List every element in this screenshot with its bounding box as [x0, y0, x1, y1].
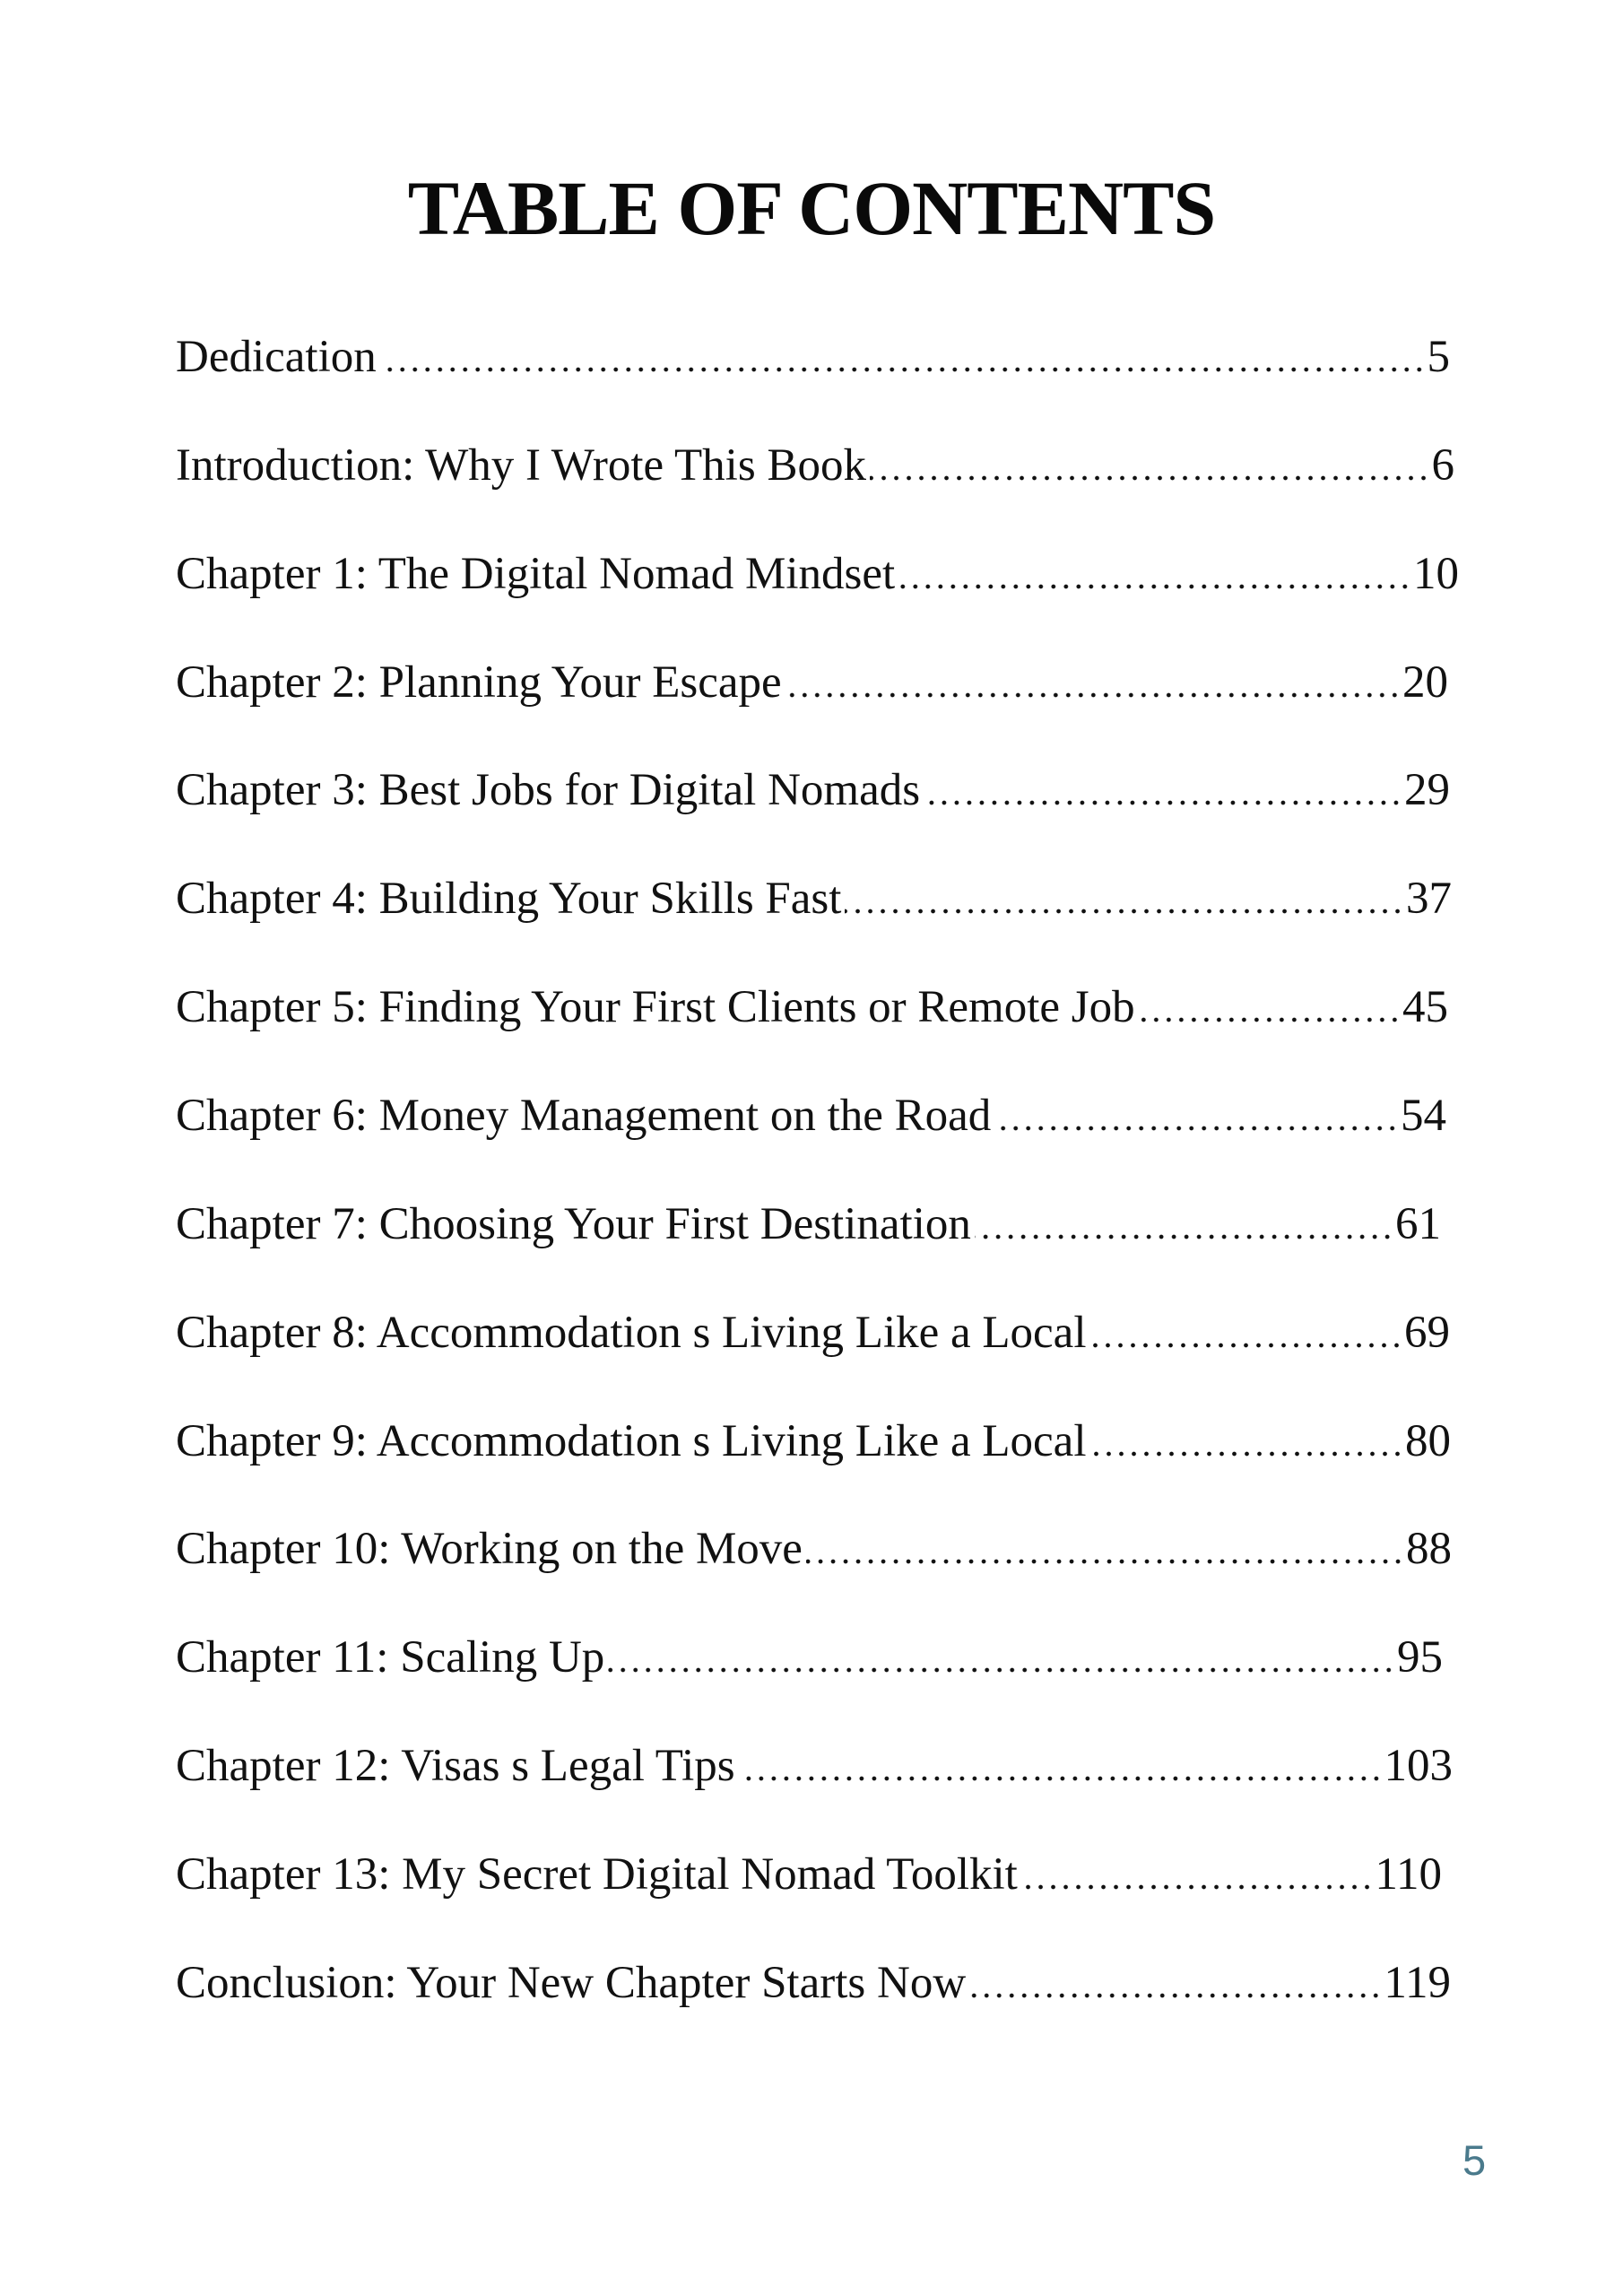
- toc-entry-chapter-6[interactable]: [176, 1089, 1459, 1197]
- dot-leader: [845, 872, 1404, 926]
- toc-entry-label: Chapter 2: Planning Your Escape: [176, 657, 782, 708]
- toc-entry-chapter-13[interactable]: [176, 1848, 1459, 1956]
- toc-entry-conclusion[interactable]: [176, 1956, 1459, 2065]
- toc-entry-page: 10: [1413, 548, 1459, 599]
- toc-entry-dedication[interactable]: [176, 330, 1459, 439]
- toc-entry-label: Chapter 1: The Digital Nomad Mindset: [176, 548, 896, 599]
- toc-entry-label: Chapter 10: Working on the Move: [176, 1524, 803, 1575]
- dot-leader: [870, 439, 1430, 492]
- dot-leader: [739, 1739, 1383, 1793]
- toc-entry-label: Introduction: Why I Wrote This Book: [176, 439, 866, 491]
- dot-leader: [380, 330, 1426, 384]
- toc-entry-chapter-7[interactable]: [176, 1197, 1459, 1306]
- toc-entry-page: 5: [1427, 332, 1450, 382]
- toc-entry-chapter-11[interactable]: [176, 1631, 1459, 1739]
- toc-entry-page: 110: [1375, 1849, 1442, 1900]
- toc-entry-label: Chapter 4: Building Your Skills Fast: [176, 874, 842, 925]
- toc-entry-page: 88: [1406, 1524, 1452, 1575]
- dot-leader: [975, 1197, 1393, 1251]
- toc-entry-page: 45: [1402, 982, 1448, 1033]
- toc-entry-chapter-5[interactable]: [176, 980, 1459, 1089]
- toc-entry-label: Dedication: [176, 332, 377, 382]
- toc-entry-label: Chapter 3: Best Jobs for Digital Nomads: [176, 765, 921, 816]
- toc-entry-page: 103: [1384, 1741, 1453, 1792]
- toc-entry-page: 37: [1406, 874, 1452, 925]
- toc-entry-page: 69: [1404, 1307, 1450, 1358]
- dot-leader: [1090, 1414, 1404, 1468]
- toc-entry-page: 61: [1395, 1198, 1441, 1249]
- dot-leader: [1139, 980, 1401, 1034]
- toc-entry-page: 20: [1402, 657, 1448, 708]
- dot-leader: [969, 1956, 1382, 2010]
- toc-entry-introduction[interactable]: [176, 439, 1459, 547]
- dot-leader: [924, 763, 1402, 817]
- toc-entry-page: 54: [1401, 1091, 1446, 1142]
- toc-entry-chapter-1[interactable]: [176, 547, 1459, 656]
- toc-entry-label: Chapter 9: Accommodation s Living Like a Local: [176, 1415, 1087, 1466]
- toc-entry-page: 119: [1384, 1957, 1451, 2008]
- toc-entry-label: Chapter 6: Money Management on the Road: [176, 1091, 992, 1142]
- toc-entry-chapter-8[interactable]: [176, 1306, 1459, 1414]
- toc-entry-chapter-12[interactable]: [176, 1739, 1459, 1848]
- dot-leader: [994, 1089, 1399, 1143]
- toc-entry-chapter-2[interactable]: [176, 656, 1459, 764]
- toc-entry-label: Chapter 13: My Secret Digital Nomad Toolkit: [176, 1849, 1018, 1900]
- toc-entry-label: Conclusion: Your New Chapter Starts Now: [176, 1957, 967, 2008]
- toc-entry-chapter-10[interactable]: [176, 1522, 1459, 1631]
- toc-entry-page: 29: [1404, 765, 1450, 816]
- toc-entry-label: Chapter 5: Finding Your First Clients or Remote Job: [176, 982, 1135, 1033]
- toc-entry-page: 95: [1397, 1632, 1443, 1683]
- toc-entry-label: Chapter 8: Accommodation s Living Like a Local: [176, 1307, 1087, 1358]
- toc-entry-page: 6: [1431, 439, 1454, 491]
- page-title: TABLE OF CONTENTS: [407, 165, 1216, 251]
- page-number: 5: [1462, 2136, 1487, 2184]
- toc-entry-chapter-4[interactable]: [176, 872, 1459, 980]
- dot-leader: [806, 1522, 1404, 1576]
- table-of-contents: [176, 330, 1459, 2065]
- dot-leader: [608, 1631, 1395, 1684]
- toc-entry-chapter-3[interactable]: [176, 763, 1459, 872]
- toc-entry-chapter-9[interactable]: [176, 1414, 1459, 1523]
- dot-leader: [898, 547, 1411, 601]
- dot-leader: [1090, 1306, 1403, 1360]
- dot-leader: [1021, 1848, 1374, 1901]
- dot-leader: [785, 656, 1401, 709]
- toc-entry-label: Chapter 12: Visas s Legal Tips: [176, 1741, 735, 1792]
- toc-entry-page: 80: [1405, 1415, 1451, 1466]
- toc-entry-label: Chapter 7: Choosing Your First Destination: [176, 1198, 971, 1249]
- toc-entry-label: Chapter 11: Scaling Up: [176, 1632, 605, 1683]
